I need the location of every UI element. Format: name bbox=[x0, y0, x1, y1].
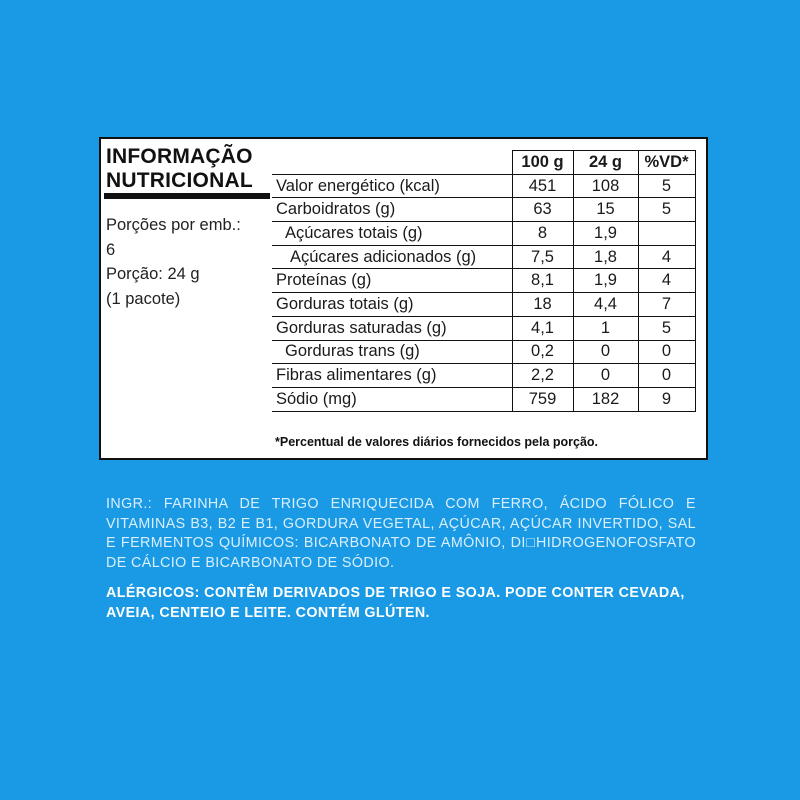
table-row bbox=[272, 198, 695, 222]
serving-unit: (1 pacote) bbox=[106, 290, 181, 309]
value-daily-percent: 9 bbox=[638, 387, 695, 411]
title-underline-bar bbox=[104, 193, 270, 199]
value-per-serving: 1,8 bbox=[573, 245, 638, 269]
value-per-serving: 1,9 bbox=[573, 222, 638, 246]
title-line-1: INFORMAÇÃO bbox=[106, 145, 253, 168]
value-per-serving: 0 bbox=[573, 364, 638, 388]
value-daily-percent bbox=[638, 222, 695, 246]
value-per-serving: 4,4 bbox=[573, 293, 638, 317]
value-per-serving: 15 bbox=[573, 198, 638, 222]
header-per-100g: 100 g bbox=[512, 151, 573, 175]
value-per-serving: 182 bbox=[573, 387, 638, 411]
value-per-100g: 8,1 bbox=[512, 269, 573, 293]
table-row bbox=[272, 293, 695, 317]
daily-value-footnote: *Percentual de valores diários fornecidos pela porção. bbox=[275, 435, 599, 449]
nutrition-facts-panel bbox=[99, 137, 708, 460]
serving-size: Porção: 24 g bbox=[106, 265, 200, 284]
value-daily-percent: 4 bbox=[638, 269, 695, 293]
value-per-100g: 7,5 bbox=[512, 245, 573, 269]
nutrient-name: Carboidratos (g) bbox=[272, 198, 512, 222]
value-daily-percent: 4 bbox=[638, 245, 695, 269]
header-blank-cell bbox=[272, 151, 512, 175]
allergens-text: ALÉRGICOS: CONTÊM DERIVADOS DE TRIGO E SOJA. PODE CONTER CEVADA, AVEIA, CENTEIO E LEITE. CONTÉM GLÚTEN. bbox=[106, 585, 685, 621]
value-daily-percent: 0 bbox=[638, 364, 695, 388]
value-per-100g: 8 bbox=[512, 222, 573, 246]
value-per-100g: 2,2 bbox=[512, 364, 573, 388]
nutrition-title bbox=[106, 145, 253, 193]
ingredients-text: INGR.: FARINHA DE TRIGO ENRIQUECIDA COM FERRO, ÁCIDO FÓLICO E VITAMINAS B3, B2 E B1, GORDURA VEGETAL, AÇÚCAR, AÇÚCAR INVERTIDO, SAL E FERMENTOS QUÍMICOS: BICARBONATO DE AMÔNIO, DI□HIDROGENOFOSFATO DE CÁLCIO E BICARBONATO DE SÓDIO. bbox=[106, 496, 696, 571]
value-per-100g: 18 bbox=[512, 293, 573, 317]
value-per-100g: 451 bbox=[512, 174, 573, 198]
table-row bbox=[272, 340, 695, 364]
nutrient-name: Açúcares adicionados (g) bbox=[272, 245, 512, 269]
nutrient-name: Proteínas (g) bbox=[272, 269, 512, 293]
value-daily-percent: 5 bbox=[638, 316, 695, 340]
table-row bbox=[272, 269, 695, 293]
table-row bbox=[272, 222, 695, 246]
nutrient-name: Fibras alimentares (g) bbox=[272, 364, 512, 388]
nutrient-name: Açúcares totais (g) bbox=[272, 222, 512, 246]
nutrition-table bbox=[272, 150, 696, 412]
nutrient-name: Gorduras totais (g) bbox=[272, 293, 512, 317]
title-line-2: NUTRICIONAL bbox=[106, 169, 253, 192]
value-daily-percent: 5 bbox=[638, 174, 695, 198]
header-daily-value: %VD* bbox=[638, 151, 695, 175]
value-per-100g: 63 bbox=[512, 198, 573, 222]
nutrient-name: Valor energético (kcal) bbox=[272, 174, 512, 198]
table-row bbox=[272, 364, 695, 388]
value-daily-percent: 0 bbox=[638, 340, 695, 364]
value-daily-percent: 5 bbox=[638, 198, 695, 222]
nutrient-name: Gorduras trans (g) bbox=[272, 340, 512, 364]
nutrient-name: Sódio (mg) bbox=[272, 387, 512, 411]
header-per-serving: 24 g bbox=[573, 151, 638, 175]
nutrient-name: Gorduras saturadas (g) bbox=[272, 316, 512, 340]
value-per-100g: 4,1 bbox=[512, 316, 573, 340]
table-row bbox=[272, 316, 695, 340]
serving-info bbox=[106, 213, 241, 312]
value-per-serving: 1 bbox=[573, 316, 638, 340]
value-daily-percent: 7 bbox=[638, 293, 695, 317]
value-per-100g: 0,2 bbox=[512, 340, 573, 364]
servings-per-package-label: Porções por emb.: bbox=[106, 216, 241, 234]
table-row bbox=[272, 245, 695, 269]
table-row bbox=[272, 387, 695, 411]
servings-count: 6 bbox=[106, 240, 116, 259]
table-header-row bbox=[272, 151, 695, 175]
table-row bbox=[272, 174, 695, 198]
value-per-serving: 1,9 bbox=[573, 269, 638, 293]
value-per-100g: 759 bbox=[512, 387, 573, 411]
value-per-serving: 0 bbox=[573, 340, 638, 364]
value-per-serving: 108 bbox=[573, 174, 638, 198]
